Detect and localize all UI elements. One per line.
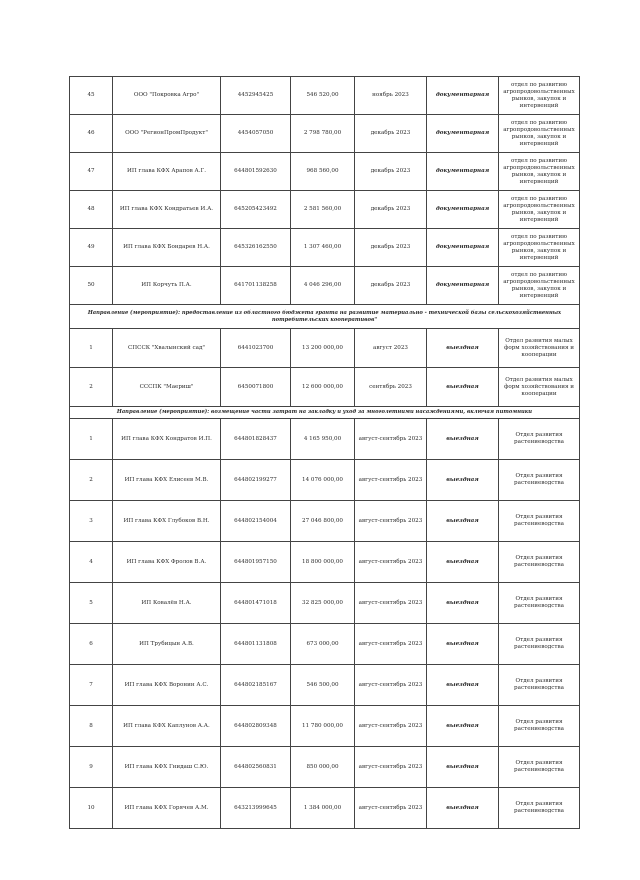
inspection-period-cell: сентябрь 2023: [355, 368, 427, 407]
table-row: [70, 583, 580, 624]
row-number-cell: 2: [70, 460, 113, 501]
inspection-form-cell: документарная: [427, 153, 499, 191]
inn-cell: 644802560831: [221, 747, 291, 788]
inspection-form-cell: выездная: [427, 460, 499, 501]
responsible-department-cell: Отдел развития растениеводства: [499, 747, 580, 788]
responsible-department-cell: Отдел развития малых форм хозяйствования и кооперации: [499, 368, 580, 407]
subsidy-amount-cell: 4 165 950,00: [291, 419, 355, 460]
table-row: [70, 460, 580, 501]
subsidy-amount-cell: 14 076 000,00: [291, 460, 355, 501]
responsible-department-cell: отдел по развитию агропродовольственных рынков, закупок и интервенций: [499, 229, 580, 267]
row-number-cell: 7: [70, 665, 113, 706]
subsidy-amount-cell: 2 798 780,00: [291, 115, 355, 153]
organization-name-cell: ООО "Покровка Агро": [113, 77, 221, 115]
responsible-department-cell: отдел по развитию агропродовольственных рынков, закупок и интервенций: [499, 191, 580, 229]
inspection-form-cell: выездная: [427, 501, 499, 542]
inspection-plan-table: [69, 76, 580, 829]
responsible-department-cell: Отдел развития растениеводства: [499, 583, 580, 624]
organization-name-cell: ИП глава КФХ Каплунов А.А.: [113, 706, 221, 747]
table-row: [70, 368, 580, 407]
inn-cell: 643213999645: [221, 788, 291, 829]
inn-cell: 644801471018: [221, 583, 291, 624]
inspection-form-cell: выездная: [427, 419, 499, 460]
row-number-cell: 1: [70, 329, 113, 368]
inspection-period-cell: август-сентябрь 2023: [355, 665, 427, 706]
inspection-period-cell: август-сентябрь 2023: [355, 583, 427, 624]
inspection-period-cell: август-сентябрь 2023: [355, 706, 427, 747]
responsible-department-cell: Отдел развития растениеводства: [499, 460, 580, 501]
responsible-department-cell: Отдел развития растениеводства: [499, 624, 580, 665]
row-number-cell: 8: [70, 706, 113, 747]
subsidy-amount-cell: 1 384 000,00: [291, 788, 355, 829]
responsible-department-cell: отдел по развитию агропродовольственных рынков, закупок и интервенций: [499, 77, 580, 115]
inspection-period-cell: август-сентябрь 2023: [355, 747, 427, 788]
organization-name-cell: ИП глава КФХ Воронин А.С.: [113, 665, 221, 706]
section-1-rows: [70, 77, 580, 305]
inn-cell: 4452945425: [221, 77, 291, 115]
row-number-cell: 49: [70, 229, 113, 267]
organization-name-cell: ИП глава КФХ Кондратов И.П.: [113, 419, 221, 460]
table-row: [70, 191, 580, 229]
direction-1-heading: Направление (мероприятие): предоставление из областного бюджета гранта на развитие материально - технической базы сельскохозяйственных потребительских кооперативов": [70, 305, 580, 329]
section-3-rows: [70, 419, 580, 829]
responsible-department-cell: отдел по развитию агропродовольственных рынков, закупок и интервенций: [499, 267, 580, 305]
organization-name-cell: ИП Трубицын А.В.: [113, 624, 221, 665]
inspection-period-cell: август-сентябрь 2023: [355, 624, 427, 665]
inspection-form-cell: выездная: [427, 788, 499, 829]
row-number-cell: 9: [70, 747, 113, 788]
subsidy-amount-cell: 11 780 000,00: [291, 706, 355, 747]
table-row: [70, 77, 580, 115]
subsidy-amount-cell: 850 000,00: [291, 747, 355, 788]
inn-cell: 644801592630: [221, 153, 291, 191]
inn-cell: 644802199277: [221, 460, 291, 501]
inn-cell: 644801828437: [221, 419, 291, 460]
row-number-cell: 4: [70, 542, 113, 583]
inspection-form-cell: выездная: [427, 583, 499, 624]
inn-cell: 644802185167: [221, 665, 291, 706]
row-number-cell: 47: [70, 153, 113, 191]
organization-name-cell: ИП глава КФХ Елисеев М.В.: [113, 460, 221, 501]
inspection-form-cell: документарная: [427, 191, 499, 229]
row-number-cell: 10: [70, 788, 113, 829]
subsidy-amount-cell: 18 800 000,00: [291, 542, 355, 583]
inn-cell: 644801131808: [221, 624, 291, 665]
row-number-cell: 50: [70, 267, 113, 305]
subsidy-amount-cell: 968 560,00: [291, 153, 355, 191]
subsidy-amount-cell: 13 200 000,00: [291, 329, 355, 368]
inn-cell: 641701138258: [221, 267, 291, 305]
responsible-department-cell: Отдел развития малых форм хозяйствования и кооперации: [499, 329, 580, 368]
table-row: [70, 329, 580, 368]
row-number-cell: 46: [70, 115, 113, 153]
inn-cell: 4454057050: [221, 115, 291, 153]
organization-name-cell: СПССК "Хвалынский сад": [113, 329, 221, 368]
inspection-form-cell: выездная: [427, 329, 499, 368]
subsidy-amount-cell: 12 600 000,00: [291, 368, 355, 407]
section-2-rows: [70, 329, 580, 407]
inspection-period-cell: август-сентябрь 2023: [355, 788, 427, 829]
organization-name-cell: ИП глава КФХ Горячев А.М.: [113, 788, 221, 829]
row-number-cell: 1: [70, 419, 113, 460]
table-row: [70, 706, 580, 747]
inspection-period-cell: август-сентябрь 2023: [355, 501, 427, 542]
table-row: [70, 419, 580, 460]
inn-cell: 644801957150: [221, 542, 291, 583]
inspection-period-cell: август-сентябрь 2023: [355, 542, 427, 583]
responsible-department-cell: Отдел развития растениеводства: [499, 542, 580, 583]
inn-cell: 645205423492: [221, 191, 291, 229]
organization-name-cell: ИП глава КФХ Гнидаш С.Ю.: [113, 747, 221, 788]
inspection-period-cell: ноябрь 2023: [355, 77, 427, 115]
inspection-form-cell: выездная: [427, 706, 499, 747]
organization-name-cell: ИП глава КФХ Бондарев Н.А.: [113, 229, 221, 267]
responsible-department-cell: Отдел развития растениеводства: [499, 665, 580, 706]
table-row: [70, 665, 580, 706]
responsible-department-cell: Отдел развития растениеводства: [499, 501, 580, 542]
inspection-form-cell: документарная: [427, 267, 499, 305]
responsible-department-cell: Отдел развития растениеводства: [499, 706, 580, 747]
responsible-department-cell: Отдел развития растениеводства: [499, 419, 580, 460]
row-number-cell: 5: [70, 583, 113, 624]
responsible-department-cell: отдел по развитию агропродовольственных рынков, закупок и интервенций: [499, 153, 580, 191]
row-number-cell: 48: [70, 191, 113, 229]
table-row: [70, 788, 580, 829]
row-number-cell: 3: [70, 501, 113, 542]
inspection-period-cell: декабрь 2023: [355, 229, 427, 267]
inspection-form-cell: выездная: [427, 747, 499, 788]
inn-cell: 645326162550: [221, 229, 291, 267]
subsidy-amount-cell: 32 825 000,00: [291, 583, 355, 624]
responsible-department-cell: Отдел развития растениеводства: [499, 788, 580, 829]
inspection-period-cell: август-сентябрь 2023: [355, 419, 427, 460]
inspection-period-cell: декабрь 2023: [355, 191, 427, 229]
inn-cell: 6450071800: [221, 368, 291, 407]
direction-2: [70, 407, 580, 419]
inspection-period-cell: декабрь 2023: [355, 267, 427, 305]
row-number-cell: 2: [70, 368, 113, 407]
inspection-form-cell: выездная: [427, 624, 499, 665]
subsidy-amount-cell: 2 581 560,00: [291, 191, 355, 229]
organization-name-cell: ИП глава КФХ Арапов А.Г.: [113, 153, 221, 191]
inn-cell: 644802154004: [221, 501, 291, 542]
responsible-department-cell: отдел по развитию агропродовольственных рынков, закупок и интервенций: [499, 115, 580, 153]
organization-name-cell: ООО "РегионПромПродукт": [113, 115, 221, 153]
subsidy-amount-cell: 546 520,00: [291, 77, 355, 115]
inspection-form-cell: документарная: [427, 115, 499, 153]
inspection-period-cell: декабрь 2023: [355, 153, 427, 191]
inspection-form-cell: выездная: [427, 368, 499, 407]
organization-name-cell: ИП Корчуть П.А.: [113, 267, 221, 305]
organization-name-cell: ИП Ковалёв Н.А.: [113, 583, 221, 624]
table-row: [70, 267, 580, 305]
table-row: [70, 747, 580, 788]
subsidy-amount-cell: 673 000,00: [291, 624, 355, 665]
organization-name-cell: ИП глава КФХ Глубоков В.Н.: [113, 501, 221, 542]
organization-name-cell: СССПК "Маериш": [113, 368, 221, 407]
table-row: [70, 229, 580, 267]
inn-cell: 644802809348: [221, 706, 291, 747]
table-row: [70, 624, 580, 665]
subsidy-amount-cell: 546 500,00: [291, 665, 355, 706]
inspection-period-cell: август-сентябрь 2023: [355, 460, 427, 501]
row-number-cell: 6: [70, 624, 113, 665]
organization-name-cell: ИП глава КФХ Фролов В.А.: [113, 542, 221, 583]
inspection-form-cell: выездная: [427, 665, 499, 706]
inspection-form-cell: выездная: [427, 542, 499, 583]
row-number-cell: 45: [70, 77, 113, 115]
direction-2-heading: Направление (мероприятие): возмещение части затрат на закладку и уход за многолетними насаждениями, включая питомники: [70, 407, 580, 419]
inspection-form-cell: документарная: [427, 77, 499, 115]
table-row: [70, 115, 580, 153]
organization-name-cell: ИП глава КФХ Кондратьев И.А.: [113, 191, 221, 229]
inspection-period-cell: август 2023: [355, 329, 427, 368]
inspection-form-cell: документарная: [427, 229, 499, 267]
inspection-period-cell: декабрь 2023: [355, 115, 427, 153]
inn-cell: 6441023700: [221, 329, 291, 368]
table-row: [70, 501, 580, 542]
direction-1: [70, 305, 580, 329]
subsidy-amount-cell: 4 046 296,00: [291, 267, 355, 305]
subsidy-amount-cell: 27 046 800,00: [291, 501, 355, 542]
subsidy-amount-cell: 1 307 460,00: [291, 229, 355, 267]
table-row: [70, 153, 580, 191]
table-row: [70, 542, 580, 583]
